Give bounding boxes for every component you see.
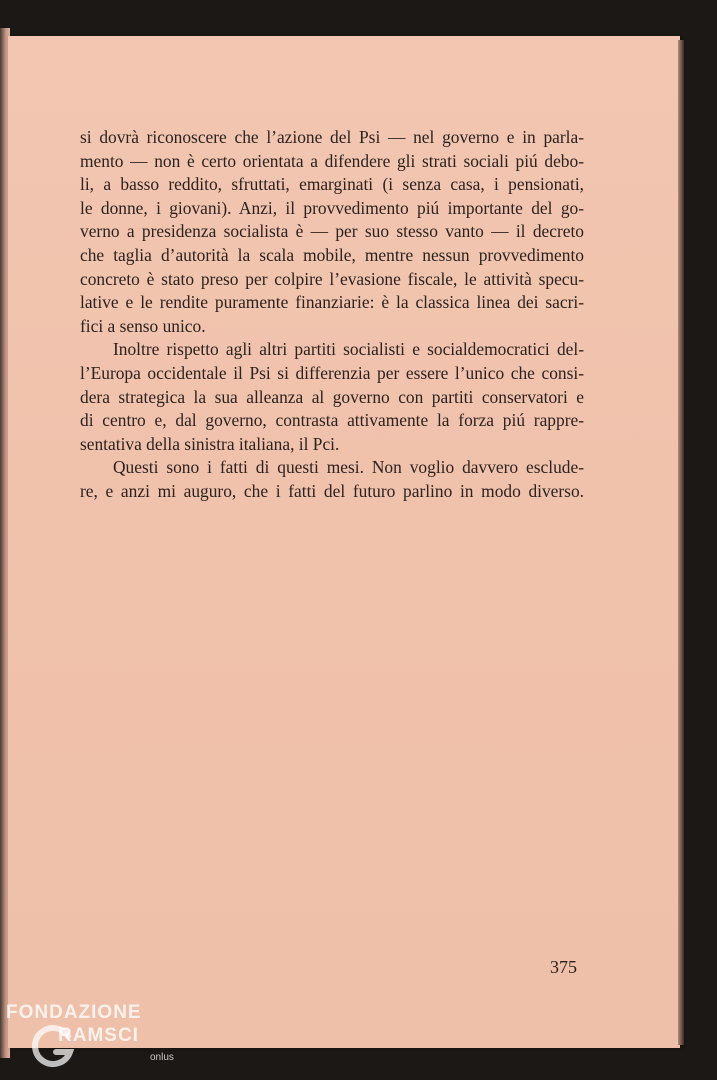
text-line: si dovrà riconoscere che l’azione del Psi — nel governo e in parla-: [80, 127, 584, 147]
text-line: concreto è stato preso per colpire l’evasione fiscale, le attività specu-: [80, 268, 584, 289]
paragraph-1: [80, 126, 584, 338]
text-line: Inoltre rispetto agli altri partiti socialisti e socialdemocratici del-: [113, 339, 584, 360]
text-line: l’Europa occidentale il Psi si differenzia per essere l’unico che consi-: [80, 362, 584, 383]
text-line: li, a basso reddito, sfruttati, emarginati (i senza casa, i pensionati,: [80, 174, 584, 195]
text-line: verno a presidenza socialista è — per suo stesso vanto — il decreto: [80, 221, 584, 242]
paragraph-3: [80, 456, 584, 503]
watermark-subtitle: RAMSCI: [58, 1025, 139, 1046]
text-line: di centro e, dal governo, contrasta attivamente la forza piú rappre-: [80, 410, 584, 431]
text-line: re, e anzi mi auguro, che i fatti del futuro parlino in modo diverso.: [80, 480, 584, 501]
fondazione-gramsci-watermark: [4, 1000, 194, 1078]
watermark-title: FONDAZIONE: [6, 1002, 142, 1023]
text-line: lative e le rendite puramente finanziarie: è la classica linea dei sacri-: [80, 292, 584, 313]
text-line: dera strategica la sua alleanza al governo con partiti conservatori e: [80, 386, 584, 407]
page-number: 375: [550, 957, 577, 977]
paragraph-2: [80, 338, 584, 456]
text-line: le donne, i giovani). Anzi, il provvedimento piú importante del go-: [80, 197, 584, 218]
text-line: fici a senso unico.: [80, 315, 206, 336]
page-edge-shadow: [678, 40, 684, 1045]
text-line: mento — non è certo orientata a difendere gli strati sociali piú debo-: [80, 150, 584, 171]
text-line: che taglia d’autorità la scala mobile, mentre nessun provvedimento: [80, 244, 584, 265]
text-line: Questi sono i fatti di questi mesi. Non voglio davvero esclude-: [113, 457, 584, 478]
watermark-onlus: onlus: [150, 1052, 174, 1063]
text-line: sentativa della sinistra italiana, il Pci.: [80, 433, 340, 454]
body-text: [80, 126, 584, 504]
